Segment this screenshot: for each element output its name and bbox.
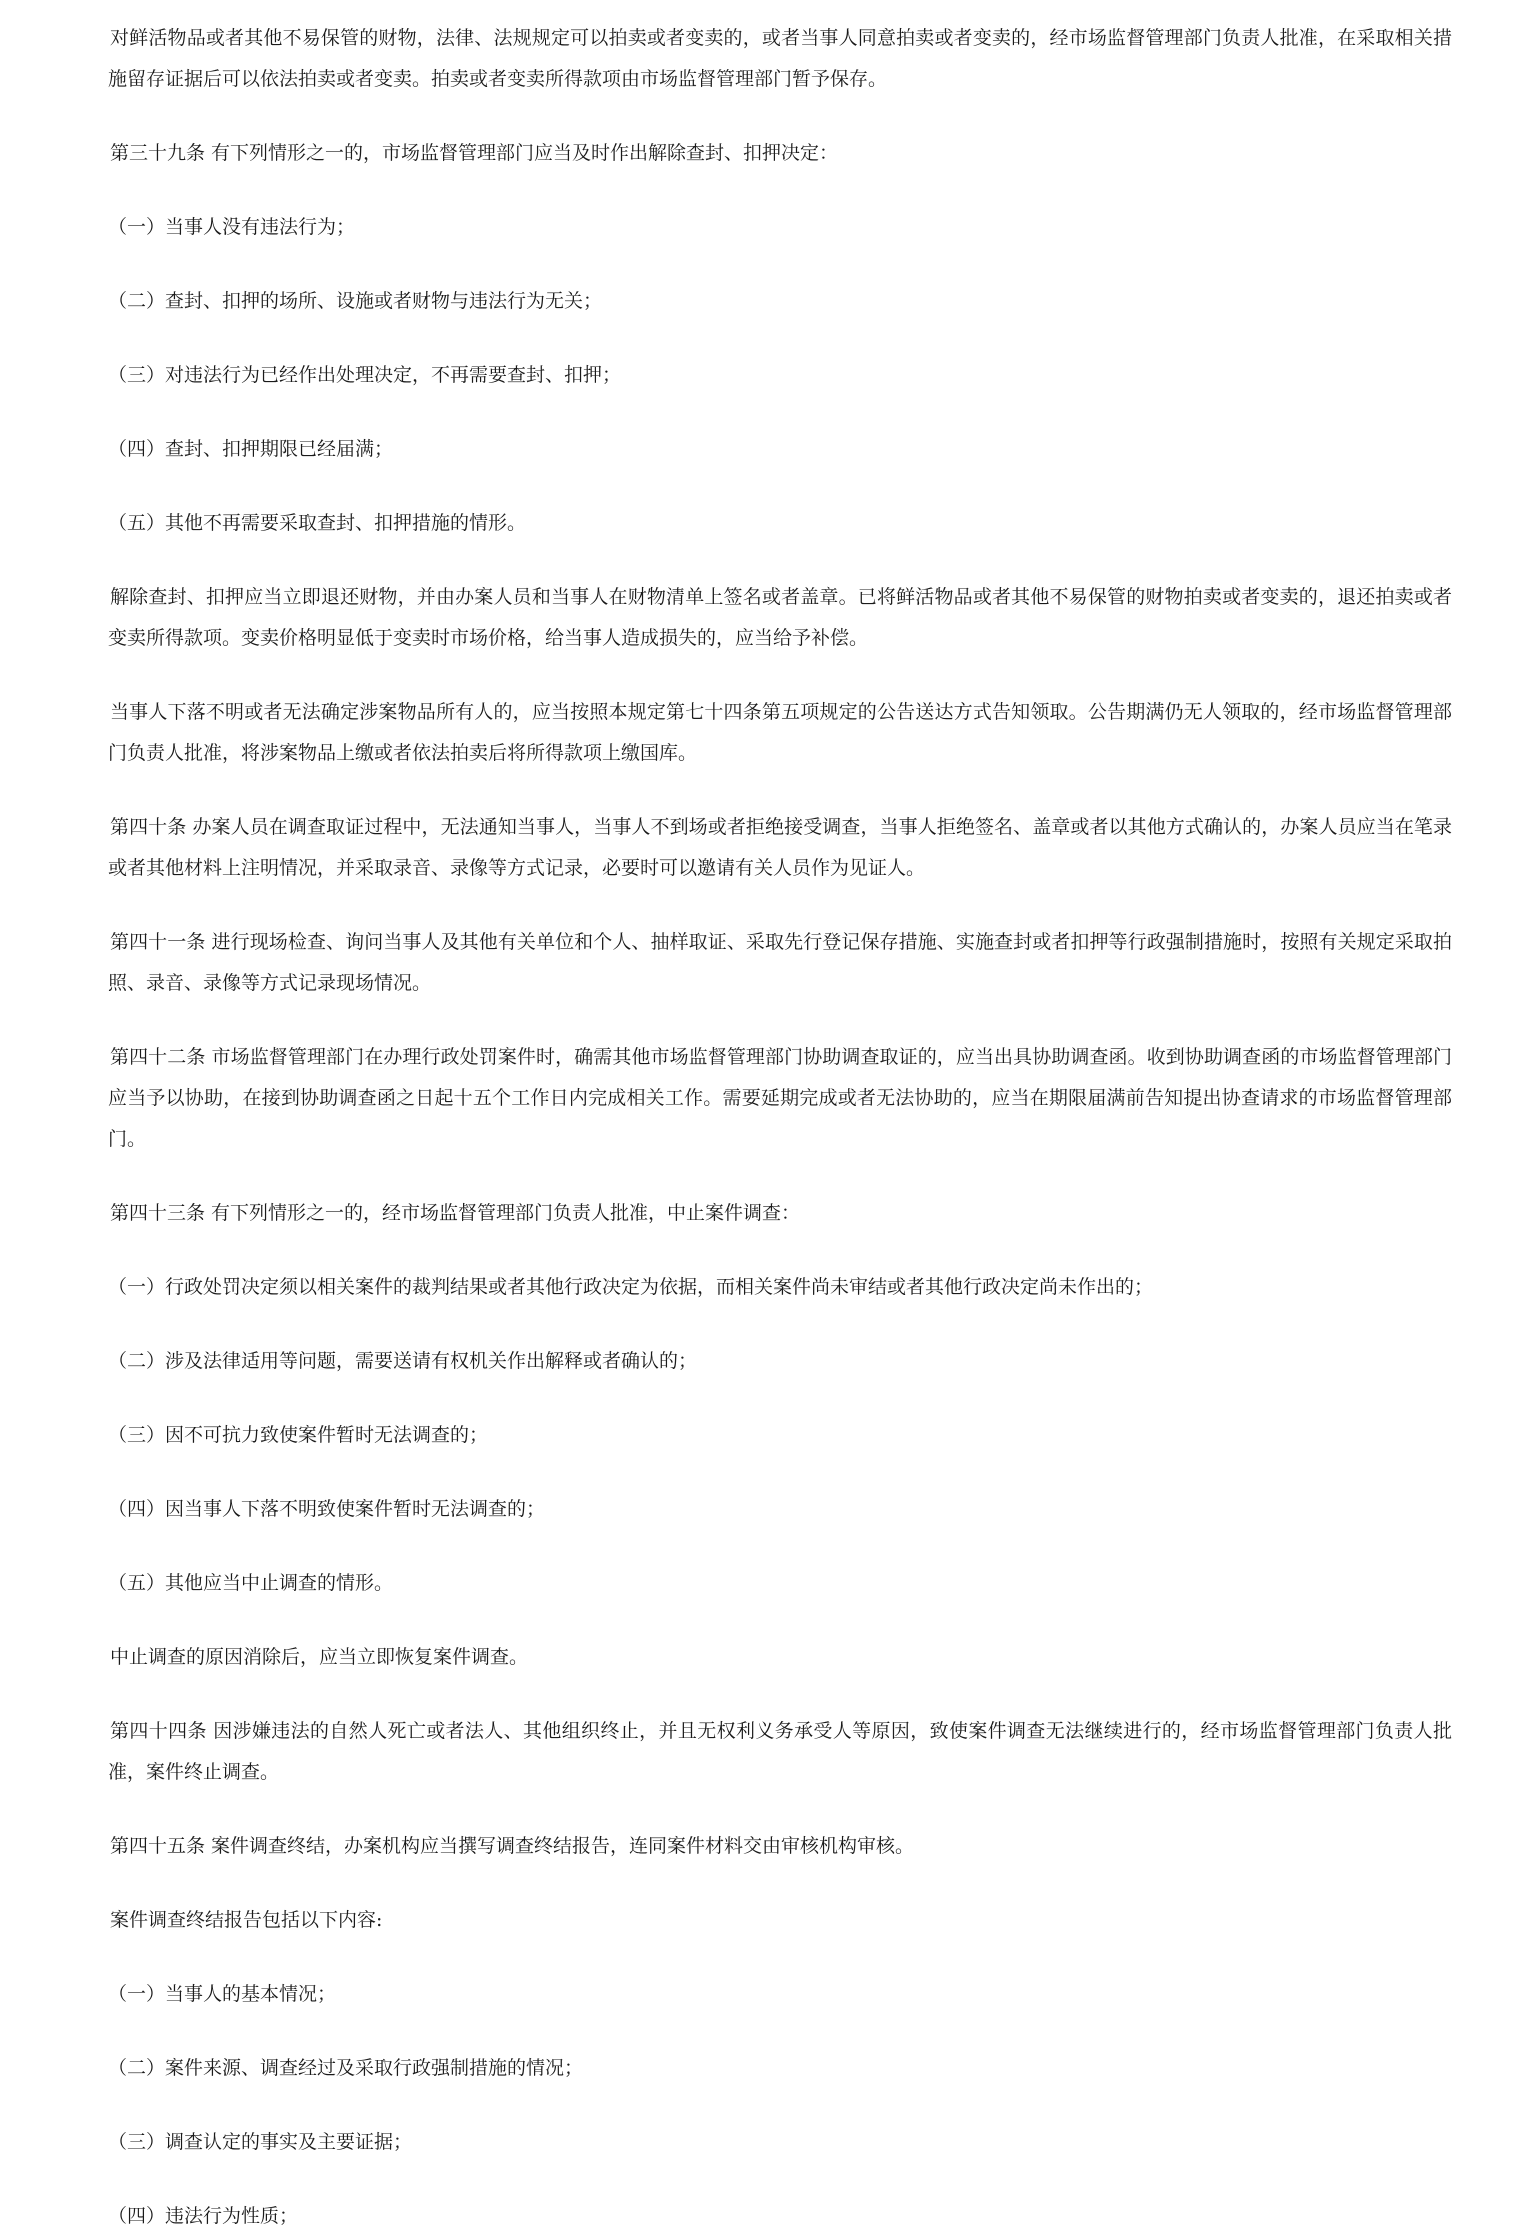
article-42: 第四十二条 市场监督管理部门在办理行政处罚案件时，确需其他市场监督管理部门协助调查取证的，应当出具协助调查函。收到协助调查函的市场监督管理部门应当予以协助，在接到协助调查函之日起十五个工作日内完成相关工作。需要延期完成或者无法协助的，应当在期限届满前告知提出协查请求的市场监督管理部门。 (108, 1046, 1452, 1150)
article-39-item-2: （二）查封、扣押的场所、设施或者财物与违法行为无关； (108, 290, 603, 312)
article-40: 第四十条 办案人员在调查取证过程中，无法通知当事人，当事人不到场或者拒绝接受调查，当事人拒绝签名、盖章或者以其他方式确认的，办案人员应当在笔录或者其他材料上注明情况，并采取录音、录像等方式记录，必要时可以邀请有关人员作为见证人。 (108, 816, 1452, 879)
report-item-4: （四）违法行为性质； (108, 2205, 299, 2227)
paragraph-unknown-owner: 当事人下落不明或者无法确定涉案物品所有人的，应当按照本规定第七十四条第五项规定的公告送达方式告知领取。公告期满仍无人领取的，经市场监督管理部门负责人批准，将涉案物品上缴或者依法拍卖后将所得款项上缴国库。 (108, 701, 1452, 764)
report-item-2: （二）案件来源、调查经过及采取行政强制措施的情况； (108, 2057, 584, 2079)
article-39-item-5: （五）其他不再需要采取查封、扣押措施的情形。 (108, 512, 527, 534)
article-45: 第四十五条 案件调查终结，办案机构应当撰写调查终结报告，连同案件材料交由审核机构审核。 (110, 1835, 915, 1857)
article-43-heading: 第四十三条 有下列情形之一的，经市场监督管理部门负责人批准，中止案件调查： (110, 1202, 801, 1224)
article-43-item-1: （一）行政处罚决定须以相关案件的裁判结果或者其他行政决定为依据，而相关案件尚未审结或者其他行政决定尚未作出的； (108, 1276, 1154, 1298)
article-41: 第四十一条 进行现场检查、询问当事人及其他有关单位和个人、抽样取证、采取先行登记保存措施、实施查封或者扣押等行政强制措施时，按照有关规定采取拍照、录音、录像等方式记录现场情况。 (108, 931, 1452, 994)
article-39-heading: 第三十九条 有下列情形之一的，市场监督管理部门应当及时作出解除查封、扣押决定： (110, 142, 839, 164)
article-43-item-2: （二）涉及法律适用等问题，需要送请有权机关作出解释或者确认的； (108, 1350, 698, 1372)
paragraph-resume-investigation: 中止调查的原因消除后，应当立即恢复案件调查。 (110, 1646, 529, 1668)
article-43-item-5: （五）其他应当中止调查的情形。 (108, 1572, 394, 1594)
report-contents-heading: 案件调查终结报告包括以下内容: (110, 1909, 383, 1931)
paragraph-release-of-seizure: 解除查封、扣押应当立即退还财物，并由办案人员和当事人在财物清单上签名或者盖章。已将鲜活物品或者其他不易保管的财物拍卖或者变卖的，退还拍卖或者变卖所得款项。变卖价格明显低于变卖时市场价格，给当事人造成损失的，应当给予补偿。 (108, 586, 1452, 649)
article-39-item-1: （一）当事人没有违法行为； (108, 216, 356, 238)
article-43-item-4: （四）因当事人下落不明致使案件暂时无法调查的； (108, 1498, 546, 1520)
report-item-3: （三）调查认定的事实及主要证据； (108, 2131, 413, 2153)
paragraph-auction-of-perishables: 对鲜活物品或者其他不易保管的财物，法律、法规规定可以拍卖或者变卖的，或者当事人同意拍卖或者变卖的，经市场监督管理部门负责人批准，在采取相关措施留存证据后可以依法拍卖或者变卖。拍卖或者变卖所得款项由市场监督管理部门暂予保存。 (108, 27, 1452, 90)
article-39-item-4: （四）查封、扣押期限已经届满； (108, 438, 394, 460)
report-item-1: （一）当事人的基本情况； (108, 1983, 337, 2005)
article-39-item-3: （三）对违法行为已经作出处理决定，不再需要查封、扣押； (108, 364, 622, 386)
article-44: 第四十四条 因涉嫌违法的自然人死亡或者法人、其他组织终止，并且无权利义务承受人等原因，致使案件调查无法继续进行的，经市场监督管理部门负责人批准，案件终止调查。 (108, 1720, 1452, 1783)
article-43-item-3: （三）因不可抗力致使案件暂时无法调查的； (108, 1424, 489, 1446)
